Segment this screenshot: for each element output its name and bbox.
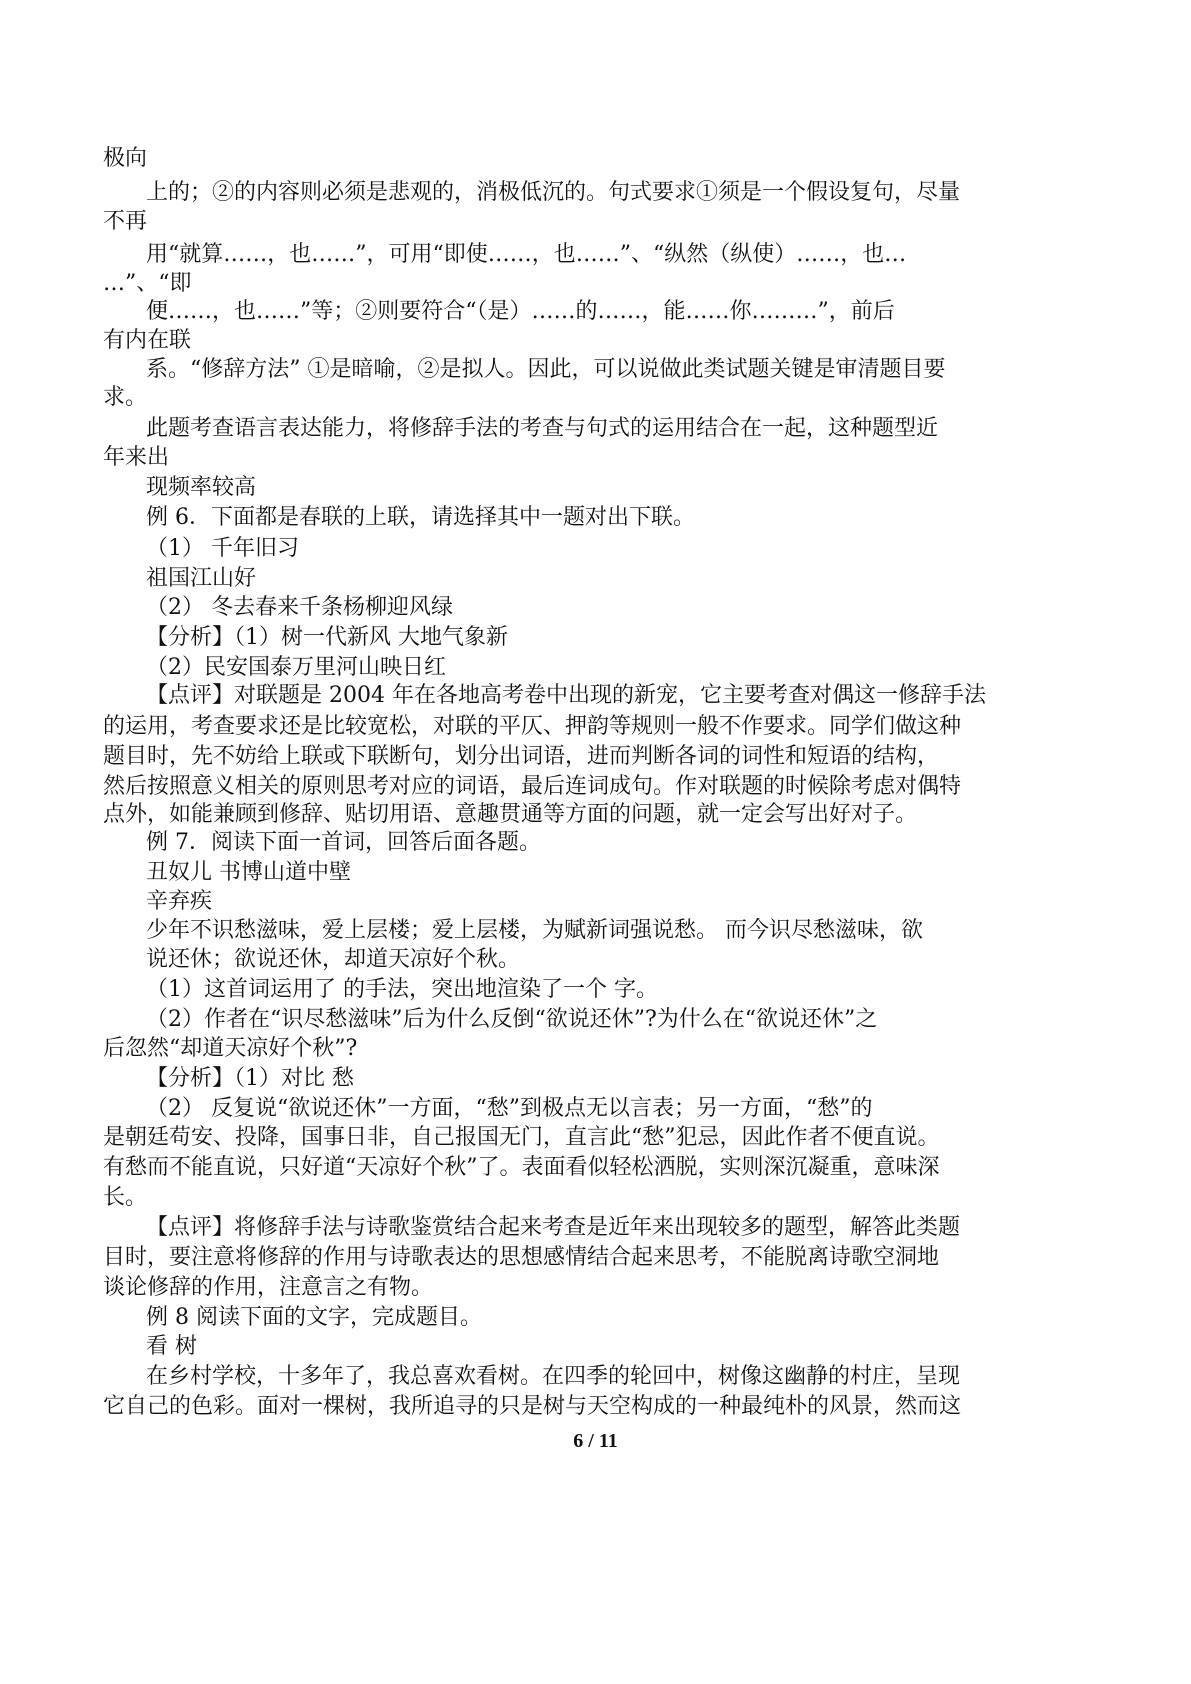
- text-line: 不再: [103, 209, 148, 234]
- text-line: 极向: [103, 146, 148, 171]
- page-number: 6 / 11: [573, 1430, 618, 1452]
- text-line: 例 8 阅读下面的文字，完成题目。: [146, 1305, 482, 1330]
- text-line: 年来出: [103, 445, 170, 470]
- text-line: 是朝廷苟安、投降，国事日非，自己报国无门，直言此“愁”犯忌，因此作者不便直说。: [103, 1125, 940, 1150]
- text-line: （1） 千年旧习: [146, 536, 299, 561]
- text-line: 【点评】将修辞手法与诗歌鉴赏结合起来考查是近年来出现较多的题型，解答此类题: [146, 1215, 961, 1240]
- text-line: 在乡村学校，十多年了，我总喜欢看树。在四季的轮回中，树像这幽静的村庄，呈现: [146, 1364, 961, 1389]
- text-line: 后忽然“却道天凉好个秋”?: [103, 1036, 358, 1061]
- text-line: （2）作者在“识尽愁滋味”后为什么反倒“欲说还休”?为什么在“欲说还休”之: [146, 1007, 878, 1032]
- text-line: 题目时，先不妨给上联或下联断句，划分出词语，进而判断各词的词性和短语的结构，: [103, 744, 940, 769]
- text-line: （2） 反复说“欲说还休”一方面，“愁”到极点无以言表；另一方面，“愁”的: [146, 1096, 873, 1121]
- text-line: 点外，如能兼顾到修辞、贴切用语、意趣贯通等方面的问题，就一定会写出好对子。: [103, 802, 918, 827]
- text-line: 例 6．下面都是春联的上联，请选择其中一题对出下联。: [146, 505, 695, 530]
- text-line: 说还休；欲说还休，却道天凉好个秋。: [146, 947, 521, 972]
- text-line: 【分析】（1）对比 愁: [146, 1066, 354, 1091]
- text-line: 祖国江山好: [146, 566, 257, 591]
- text-line: 用“就算……，也……”，可用“即使……，也……”、“纵然（纵使）……，也…: [146, 242, 907, 267]
- text-line: （2） 冬去春来千条杨柳迎风绿: [146, 595, 453, 620]
- text-line: （1）这首词运用了 的手法，突出地渲染了一个 字。: [146, 977, 658, 1002]
- text-line: 然后按照意义相关的原则思考对应的词语，最后连词成句。作对联题的时候除考虑对偶特: [103, 774, 962, 799]
- text-line: 的运用，考查要求还是比较宽松，对联的平仄、押韵等规则一般不作要求。同学们做这种: [103, 714, 962, 739]
- text-line: …”、“即: [103, 271, 192, 296]
- text-line: 少年不识愁滋味，爱上层楼；爱上层楼，为赋新词强说愁。 而今识尽愁滋味，欲: [146, 918, 923, 943]
- text-line: 便……，也……”等；②则要符合“（是）……的……，能……你………”，前后: [146, 299, 895, 324]
- text-line: 系。“修辞方法” ①是暗喻，②是拟人。因此，可以说做此类试题关键是审清题目要: [146, 357, 946, 382]
- text-line: 看 树: [146, 1334, 197, 1359]
- text-line: 现频率较高: [146, 475, 257, 500]
- text-line: 有内在联: [103, 328, 192, 353]
- text-line: 谈论修辞的作用，注意言之有物。: [103, 1275, 434, 1300]
- text-line: 丑奴儿 书博山道中壁: [146, 860, 351, 885]
- text-line: （2）民安国泰万里河山映日红: [146, 655, 446, 680]
- text-line: 此题考查语言表达能力，将修辞手法的考查与句式的运用结合在一起，这种题型近: [146, 416, 939, 441]
- text-line: 它自己的色彩。面对一棵树，我所追寻的只是树与天空构成的一种最纯朴的风景，然而这: [103, 1394, 962, 1419]
- text-line: 目时，要注意将修辞的作用与诗歌表达的思想感情结合起来思考，不能脱离诗歌空洞地: [103, 1245, 940, 1270]
- text-line: 辛弃疾: [146, 889, 213, 914]
- text-line: 求。: [103, 385, 148, 410]
- text-line: 长。: [103, 1185, 148, 1210]
- text-line: 上的；②的内容则必须是悲观的，消极低沉的。句式要求①须是一个假设复句，尽量: [146, 180, 961, 205]
- text-line: 有愁而不能直说，只好道“天凉好个秋”了。表面看似轻松洒脱，实则深沉凝重，意味深: [103, 1155, 940, 1180]
- text-line: 【点评】对联题是 2004 年在各地高考卷中出现的新宠，它主要考查对偶这一修辞手法: [146, 683, 986, 708]
- text-line: 例 7．阅读下面一首词，回答后面各题。: [146, 830, 541, 855]
- text-line: 【分析】（1）树一代新风 大地气象新: [146, 625, 508, 650]
